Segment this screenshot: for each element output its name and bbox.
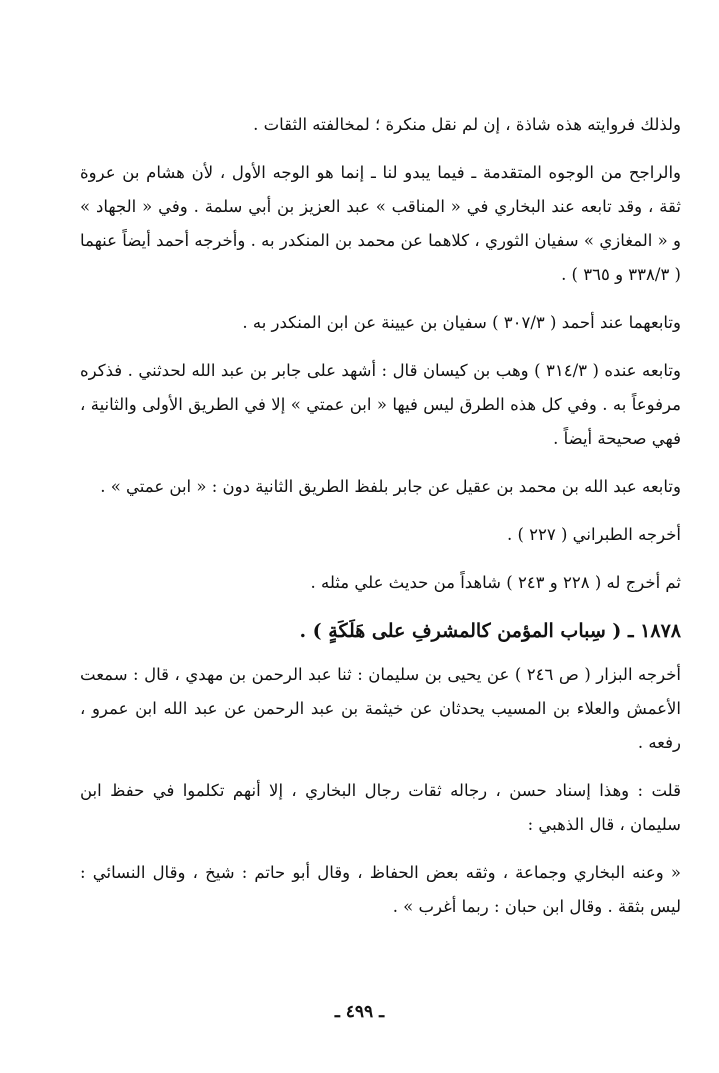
paragraph-9: قلت : وهذا إسناد حسن ، رجاله ثقات رجال البخاري ، إلا أنهم تكلموا في حفظ ابن سليمان ، قال الذهبي :	[80, 781, 681, 834]
paragraph-2: والراجح من الوجوه المتقدمة ـ فيما يبدو لنا ـ إنما هو الوجه الأول ، لأن هشام بن عروة ثقة ، وقد تابعه عند البخاري في « المناقب » عبد العزيز بن أبي سلمة . وفي « الجهاد » و « المغازي » سفيان الثوري ، كلاهما عن محمد بن المنكدر به . وأخرجه أحمد أيضاً عنهما ( ٣٣٨/٣ و ٣٦٥ ) .	[80, 163, 681, 284]
page-body	[80, 108, 681, 938]
paragraph-1: ولذلك فروايته هذه شاذة ، إن لم نقل منكرة ؛ لمخالفته الثقات .	[253, 115, 681, 134]
page-number: ـ ٤٩٩ ـ	[334, 1002, 385, 1022]
paragraph-6: أخرجه الطبراني ( ٢٢٧ ) .	[506, 525, 681, 544]
paragraph-4: وتابعه عنده ( ٣١٤/٣ ) وهب بن كيسان قال : أشهد على جابر بن عبد الله لحدثني . فذكره مرفوعاً به . وفي كل هذه الطرق ليس فيها « ابن عمتي » إلا في الطريق الأولى والثانية ، فهي صحيحة أيضاً .	[80, 361, 681, 448]
paragraph-3: وتابعهما عند أحمد ( ٣٠٧/٣ ) سفيان بن عيينة عن ابن المنكدر به .	[242, 313, 681, 332]
paragraph-5: وتابعه عبد الله بن محمد بن عقيل عن جابر بلفظ الطريق الثانية دون : « ابن عمتي » .	[100, 477, 681, 496]
paragraph-10: « وعنه البخاري وجماعة ، وثقه بعض الحفاظ ، وقال أبو حاتم : شيخ ، وقال النسائي : ليس بثقة . وقال ابن حبان : ربما أغرب » .	[80, 863, 681, 916]
hadith-heading: ١٨٧٨ ـ ( سِباب المؤمن كالمشرفِ على هَلَكَةٍ ) .	[299, 620, 681, 642]
paragraph-7: ثم أخرج له ( ٢٢٨ و ٢٤٣ ) شاهداً من حديث علي مثله .	[310, 573, 681, 592]
paragraph-8: أخرجه البزار ( ص ٢٤٦ ) عن يحيى بن سليمان : ثنا عبد الرحمن بن مهدي ، قال : سمعت الأعمش والعلاء بن المسيب يحدثان عن خيثمة بن عبد الرحمن عن عبد الله ابن عمرو ، رفعه .	[80, 665, 681, 752]
